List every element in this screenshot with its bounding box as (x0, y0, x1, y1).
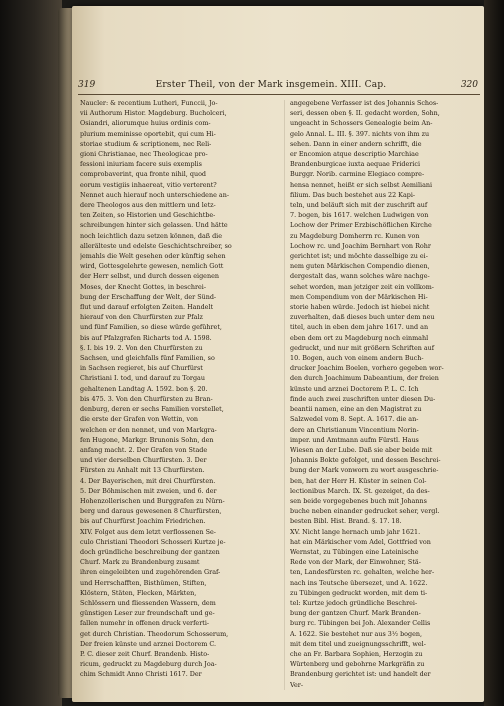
text-line: wird, Gottesgelehrte gewesen, nemlich Gott (80, 262, 224, 271)
text-line: gehaltenen Landtag A. 1592. bon §. 20. (80, 384, 208, 393)
text-line: gerichtet ist; und möchte dasselbige zu ei- (290, 252, 428, 261)
text-line: storiae studium & scriptionem, nec Reli- (80, 139, 212, 148)
text-line: filium. Das buch bestehet aus 22 Kapi- (290, 190, 416, 199)
book-binding-left (0, 0, 62, 706)
text-line: Würtenberg und gebohrne Markgräfin zu (290, 660, 425, 669)
text-line: burg rc. Tübingen bei Joh. Alexander Cellis (290, 619, 431, 628)
text-line: doch gründliche beschreibung der gantzen (80, 547, 220, 556)
text-line: Sachsen, und gleichfalls fünf Familien, so (80, 354, 215, 363)
text-line: dere an Christianum Vincentium Norin- (290, 425, 419, 434)
text-line: nem guten Märkischen Compendio dienen, (290, 262, 430, 271)
text-line: sehet worden, man jetziger zeit ein vollkom- (290, 282, 434, 291)
text-line: men Compendium von der Märkischen Hi- (290, 292, 428, 301)
text-line: drucker Joachim Boelen, vorhero gegeben wor- (290, 364, 444, 373)
text-line: noch leichtlich dazu setzen können, daß die (80, 231, 223, 240)
text-line: er Encomion atque descriptio Marchiae (290, 150, 419, 159)
text-line: besten Bibl. Hist. Brand. §. 17. 18. (290, 517, 402, 526)
text-line: Ver- (290, 680, 304, 689)
text-line: Hohenzollerischen und Burggrafen zu Nürn- (80, 496, 225, 505)
text-line: bis auf Churfürst Joachim Friedrichen. (80, 517, 206, 526)
text-line: Naucler: & recentium Lutheri, Funccii, Jo- (80, 99, 218, 107)
text-line: gioni Christianae, nec Theologicae pro- (80, 150, 208, 159)
text-line: Rede von der Mark, der Einwohner, Stä- (290, 558, 421, 567)
text-line: allerälteste und edelste Geschichtschreiber, so (80, 241, 232, 250)
text-line: hierauf von den Churfürsten zur Pfalz (80, 313, 203, 322)
text-line: Christiani I. tod, und darauf zu Torgau (80, 374, 205, 383)
text-line: Klöstern, Stäten, Flecken, Märkten, (80, 588, 197, 597)
text-column-right (290, 98, 480, 696)
text-line: comprobaverint, qua fronte nihil, quod (80, 170, 207, 179)
text-line: nach ins Teutsche übersezet, und A. 1622. (290, 578, 428, 587)
text-line: Schlössern und fliessenden Wassern, dem (80, 598, 216, 607)
text-line: che an Fr. Barbara Sophien, Herzogin zu (290, 649, 423, 658)
text-line: teln, und beläuft sich mit der zuschrift auf (290, 201, 428, 210)
text-line: Osiandri, aliorumque huius ordinis com- (80, 119, 211, 128)
text-line: dere Theologos aus den mittlern und letz- (80, 201, 216, 210)
text-line: flut und darauf erfolgten Zeiten. Handelt (80, 303, 214, 312)
running-title: Erster Theil, von der Mark insgemein. XIII. Cap. (155, 80, 387, 90)
text-line: XV. Nicht lange hernach umb jahr 1621. (290, 527, 421, 536)
text-line: 7. bogen, bis 1617. welchen Ludwigen von (290, 211, 429, 220)
text-line: ihren eingeleibten und zugehörenden Graf- (80, 568, 221, 577)
text-line: hensa nennet, heißt er sich selbst Aemiliani (290, 180, 433, 189)
text-line: titel, auch in eben dem jahre 1617. und an (290, 323, 429, 332)
text-line: culo Christiani Theodori Schosseri Kurtze je- (80, 537, 226, 546)
text-line: berg und daraus gewesenen 8 Churfürsten, (80, 507, 222, 516)
text-line: welchen er den nennet, und von Markgra- (80, 425, 217, 434)
text-line: ten, Landesfürsten rc. gehalten, welche her- (290, 568, 435, 577)
text-line: A. 1622. Sie bestehet nur aus 3½ bogen, (290, 629, 423, 638)
text-line: ten Zeiten, so Historien und Geschichtbe- (80, 211, 216, 220)
text-line: lectionibus March. IX. St. gezeiget, da des- (290, 486, 430, 495)
text-line: eorum vestigiis inhaereat, vitio verterent? (80, 180, 217, 189)
text-line: fallen numehr in offenen druck verferti- (80, 619, 210, 628)
text-line: Burggr. Norib. carmine Elegiaco compre- (290, 170, 425, 179)
text-line: bung der Mark vonworn zu wort ausgeschrie- (290, 466, 439, 475)
text-line: Brandenburgicae iuxta aequae Friderici (290, 160, 420, 169)
text-line: in Sachsen regieret, bis auf Churfürst (80, 364, 203, 373)
text-line: beantii namen, eine an den Magistrat zu (290, 405, 422, 414)
text-line: get durch Christian. Theodorum Schosserum, (80, 629, 229, 638)
text-line: XIV. Folget aus dem letzt verflossenen Se- (80, 527, 216, 536)
column-gutter (284, 100, 285, 690)
text-line: sehen. Dann in einer andern schrifft, die (290, 139, 422, 148)
text-line: zuverhalten, daß dieses buch unter dem neu (290, 313, 435, 322)
text-line: hat ein Märkischer vom Adel, Gottfried von (290, 537, 431, 546)
text-line: dergestalt das, wann solches wäre nachge- (290, 272, 430, 281)
text-line: Wiesen an der Lube. Daß sie aber beide mit (290, 445, 433, 454)
text-line: zu Tübingen gedruckt worden, mit dem ti- (290, 588, 428, 597)
text-line: Moses, der Knecht Gottes, in beschrei- (80, 282, 207, 291)
text-line: bung der gantzen Churf. Mark Branden- (290, 609, 421, 618)
text-line: Salzwedel vom 8. Sept. A. 1617. die an- (290, 415, 419, 424)
text-line: zu Magdeburg Domherrn rc. Kunen von (290, 231, 420, 240)
text-line: P. C. dieser zeit Churf. Brandenb. Histo- (80, 649, 210, 658)
text-line: Der freien künste und arznei Doctorem C. (80, 639, 217, 648)
text-line: 5. Der Böhmischen mit zweien, und 6. der (80, 486, 217, 495)
book-binding-right (484, 0, 504, 706)
text-line: imper. und Amtmann aufm Fürstl. Haus (290, 435, 419, 444)
text-line: gedruckt, und nur mit größern Schriften auf (290, 343, 435, 352)
text-line: eben dem ort zu Magdeburg noch einmahl (290, 333, 429, 342)
text-line: tel: Kurtze jedoch gründliche Beschrei- (290, 598, 418, 607)
text-line: künste und arznei Doctorem P. L. C. Ich (290, 384, 419, 393)
text-line: schreibungen hinter sich gelassen. Und hätte (80, 221, 228, 230)
text-line: 4. Der Bayerischen, mit drei Churfürsten. (80, 476, 216, 485)
page-number-left: 319 (78, 80, 96, 90)
text-line: Lochow der Primer Erzbischöflichen Kirche (290, 221, 432, 230)
text-line: denburg, deren er sechs Familien vorstellet, (80, 405, 224, 414)
text-line: 10. Bogen, auch von einem andern Buch- (290, 354, 424, 363)
text-line: ben, hat der Herr H. Küster in seinen Col- (290, 476, 427, 485)
page-number-right: 320 (460, 80, 478, 90)
text-line: ricum, gedruckt zu Magdeburg durch Joa- (80, 660, 217, 669)
text-line: Wernstat, zu Tübingen eine Lateinische (290, 547, 419, 556)
text-line: Brandenburg gerichtet ist: und handelt der (290, 670, 431, 679)
header-rule (78, 94, 480, 95)
text-line: fessioni iniuriam facere suis exemplis (80, 160, 202, 169)
text-line: Lochow rc. und Joachim Bernhart von Rohr (290, 241, 431, 250)
text-line: und fünf Familien, so diese würde geführet, (80, 323, 222, 332)
text-line: Nennet auch hierauf noch unterschiedene an- (80, 190, 229, 199)
text-line: und vier derselben Churfürsten. 3. Der (80, 456, 207, 465)
text-column-left (80, 98, 270, 696)
text-line: §. I. bis 19. 2. Von den Churfürsten zu (80, 343, 203, 352)
text-line: storie haben würde. Jedoch ist hiebei nicht (290, 303, 430, 312)
text-line: Johannis Bokte gefolget, und dessen Beschrei- (290, 456, 441, 465)
text-line: die erste der Grafen von Wettin, von (80, 415, 199, 424)
text-line: angegebene Verfasser ist des Johannis Schos- (290, 99, 439, 107)
text-line: finde auch zwei zuschriften unter diesen Du- (290, 394, 436, 403)
text-line: ungeacht in Schossers Genealogie beim An- (290, 119, 433, 128)
text-line: vii Authorum Histor. Magdeburg. Bucholceri, (80, 109, 227, 118)
text-line: den durch Joachimum Dabeantium, der freien (290, 374, 439, 383)
text-line: bung der Erschaffung der Welt, der Sünd- (80, 292, 217, 301)
text-line: und Herrschafften, Bisthümen, Stiften, (80, 578, 207, 587)
text-line: günstigen Leser zur freundschaft und ge- (80, 609, 215, 618)
text-line: jemahls die Welt gesehen oder künftig sehen (80, 252, 226, 261)
text-line: Fürsten zu Anhalt mit 13 Churfürsten. (80, 466, 205, 475)
text-line: sen beide vorgegebenes buch mit Johanns (290, 496, 427, 505)
text-line: fen Hugone, Markgr. Brunonis Sohn, den (80, 435, 214, 444)
text-line: bis 475. 3. Von den Churfürsten zu Bran- (80, 394, 213, 403)
text-line: der Herr selbst, und durch dessen eigenen (80, 272, 219, 281)
text-line: chim Schmidt Anno Christi 1617. Der (80, 670, 202, 679)
text-line: plurium meminisse oportebit, qui cum Hi- (80, 129, 216, 138)
text-line: mit dem titel und zueignungsschrifft, wel- (290, 639, 426, 648)
text-line: seri, dessen oben §. II. gedacht worden, Sohn, (290, 109, 440, 118)
text-line: anfang macht. 2. Der Grafen von Stade (80, 445, 208, 454)
text-line: gelo Annal. L. III. §. 397. nichts von ihm zu (290, 129, 430, 138)
text-line: Churf. Mark zu Brandenburg zusamt (80, 558, 200, 567)
text-line: buche neben einander gedrucket seher, vergl. (290, 507, 440, 516)
text-line: bis auf Pfalzgrafen Richarts tod A. 1598. (80, 333, 212, 342)
